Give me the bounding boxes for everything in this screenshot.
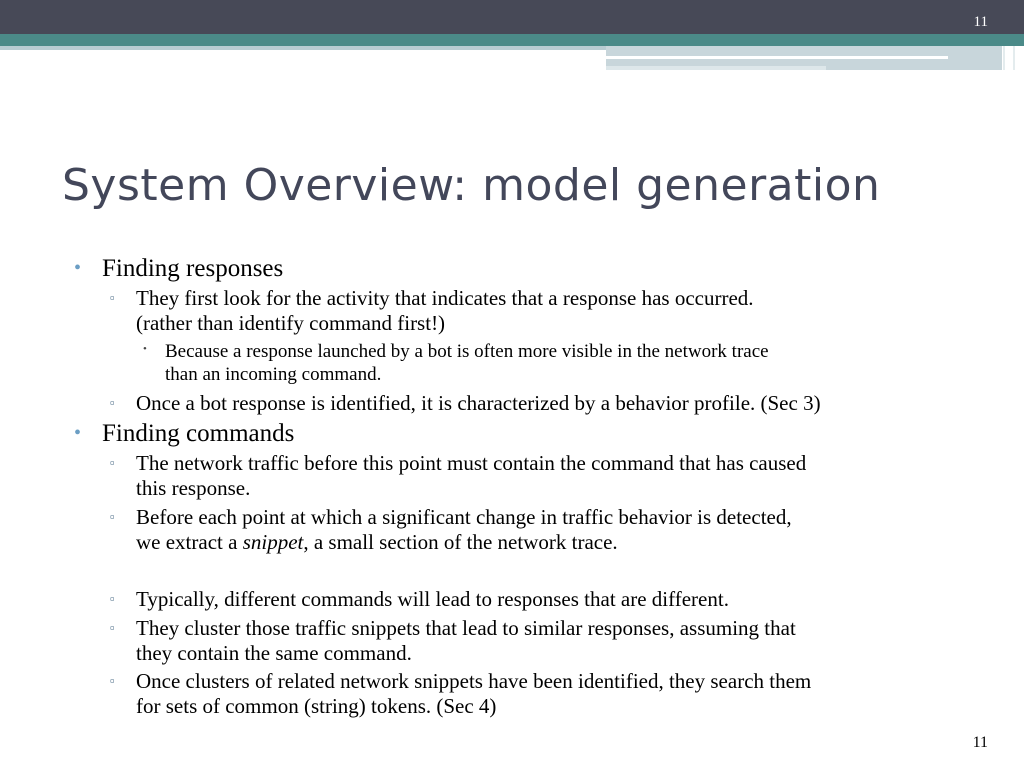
text-fragment: we extract a (136, 530, 243, 554)
text-line: They first look for the activity that indicates that a response has occurred. (136, 286, 754, 310)
square-bullet-icon: ▫ (110, 509, 115, 524)
page-number-bottom: 11 (972, 734, 988, 751)
text-line: this response. (136, 476, 251, 500)
text-line: Once clusters of related network snippets have been identified, they search them (136, 669, 812, 693)
bullet-finding-responses: Finding responses (102, 255, 284, 282)
emphasis-snippet: snippet (242, 530, 304, 554)
text-line: Before each point at which a significant change in traffic behavior is detected, (136, 505, 792, 529)
bullet-icon: • (143, 343, 147, 355)
text-line: Once a bot response is identified, it is characterized by a behavior profile. (Sec 3) (136, 391, 821, 415)
text-fragment: , a small section of the network trace. (303, 530, 618, 554)
page-number-top: 11 (973, 14, 988, 30)
header-dark-band (0, 0, 1024, 34)
header-teal-band (0, 34, 1024, 46)
text-line: They cluster those traffic snippets that lead to similar responses, assuming that (136, 616, 796, 640)
square-bullet-icon: ▫ (110, 290, 115, 305)
square-bullet-icon: ▫ (110, 620, 115, 635)
text-line: Because a response launched by a bot is often more visible in the network trace (165, 341, 769, 362)
header-right-stripe (606, 66, 826, 70)
bullet-finding-commands: Finding commands (102, 420, 295, 447)
text-line: Typically, different commands will lead to responses that are different. (136, 587, 729, 611)
text-line: for sets of common (string) tokens. (Sec 4) (136, 694, 497, 718)
text-line: they contain the same command. (136, 641, 412, 665)
text-line: than an incoming command. (165, 364, 382, 385)
square-bullet-icon: ▫ (110, 455, 115, 470)
text-line: (rather than identify command first!) (136, 311, 446, 335)
bullet-icon: • (74, 422, 82, 444)
header-vertical-line (1013, 46, 1015, 70)
header-vertical-line (1003, 46, 1005, 70)
header-right-highlight (606, 56, 948, 59)
square-bullet-icon: ▫ (110, 591, 115, 606)
text-line: The network traffic before this point must contain the command that has caused (136, 451, 807, 475)
square-bullet-icon: ▫ (110, 395, 115, 410)
text-line (136, 530, 618, 555)
bullet-icon: • (74, 257, 82, 279)
square-bullet-icon: ▫ (110, 673, 115, 688)
header-light-stripe (0, 46, 606, 50)
slide-title: System Overview: model generation (62, 160, 881, 211)
